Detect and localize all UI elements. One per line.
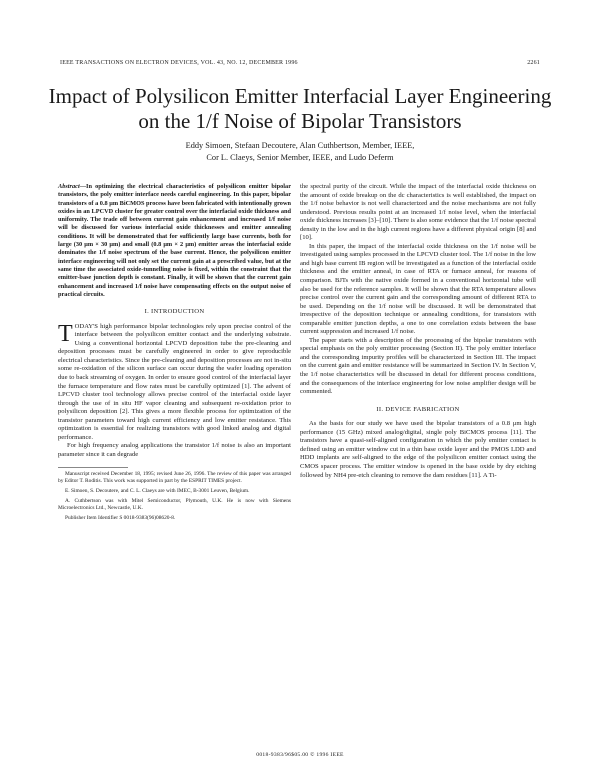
intro-paragraph-4: In this paper, the impact of the interfacial oxide thickness on the 1/f noise will be investigated using samples processed in the LPCVD cluster tool. The 1/f noise in the low and high base current IB region will be investigated as a function of the interfacial oxide thickness and the emitter anneal, in case of RTA or furnace anneal, for reasons of comparison. BJTs with the native oxide formed in a conventional horizontal tube will also be used for the reference samples. It will be shown that the RTA temperature allows precise control over the current gain and the corresponding amount of different RTA to be used. Depending on the 1/f noise will be discussed. It will be demonstrated that irrespective of the deposition technique or annealing conditions, for transistors with comparable emitter junction depths, a one to one correlation exists between the base current suppression and increased 1/f noise. — [300, 242, 536, 336]
section-heading-introduction: I. INTRODUCTION — [144, 308, 205, 316]
footnote-manuscript: Manuscript received December 18, 1995; revised June 26, 1996. The review of this paper was arranged by Editor T. Roditis. This work was supported in part by the ESPRIT TIMES project. — [58, 471, 291, 485]
footnote-publisher-id: Publisher Item Identifier S 0018-9383(96)08620-8. — [65, 515, 176, 522]
intro-paragraph-3: the spectral purity of the circuit. While the impact of the interfacial oxide thickness on the amount of oxide breakup on the dc characteristics is well established, the impact on the 1/f noise behavior is not well characterized and the noise mechanisms are not fully understood. Previous results point at an increased 1/f noise level, when the interfacial oxide thickness increases [3]–[10]. There is also some evidence that the 1/f noise spectral density in the low and in the high current regions have a different physical origin [8] and [10]. — [300, 183, 536, 242]
drop-cap: T — [58, 320, 73, 347]
intro-paragraph-5: The paper starts with a description of the processing of the bipolar transistors with special emphasis on the poly emitter processing (Section II). The poly emitter interface and the corresponding impurity profiles will be characterized in Section III. The impact on the current gain and emitter resistance will be summarized in Section IV. In Section V, the 1/f noise characteristics will be discussed in detail for different process conditions, and the consequences of the interface engineering for low noise amplifier design will be commented. — [300, 336, 536, 396]
authors-line-2: Cor L. Claeys, Senior Member, IEEE, and Ludo Deferm — [206, 153, 394, 162]
footnote-affiliation-imec: E. Simoen, S. Decoutere, and C. L. Claeys are with IMEC, B-3001 Leuven, Belgium. — [65, 488, 250, 495]
fabrication-paragraph-1: As the basis for our study we have used the bipolar transistors of a 0.8 μm high performance (15 GHz) mixed analog/digital, single poly BiCMOS process [11]. The transistors have a quasi-self-aligned configuration in which the poly emitter contact is defined using an emitter window cut in a thin base oxide layer and the PMOS LDD and HDD implants are self-aligned to the edge of the polysilicon emitter contact using the CMOS spacer process. The emitter window is opened in the base oxide by dry etching followed by NH4 pre-etch cleaning to remove the dam residues [11]. A Ti- — [300, 420, 536, 479]
running-header — [60, 60, 540, 66]
intro-paragraph-2: For high frequency analog applications the transistor 1/f noise is also an important parameter since it can degrade — [58, 442, 291, 458]
footnote-rule — [58, 467, 128, 468]
abstract-label: Abstract— — [58, 183, 86, 190]
journal-header: IEEE TRANSACTIONS ON ELECTRON DEVICES, VOL. 43, NO. 12, DECEMBER 1996 — [60, 60, 298, 66]
section-heading-device-fabrication: II. DEVICE FABRICATION — [376, 405, 460, 413]
right-column — [300, 183, 536, 480]
abstract — [58, 183, 291, 299]
left-column — [58, 183, 291, 522]
page-number: 2261 — [527, 60, 540, 66]
intro-paragraph-1 — [58, 320, 291, 443]
intro-paragraph-1-text: ODAY'S high performance bipolar technologies rely upon precise control of the interface between the polysilicon emitter contact and the underlying substrate. Using a conventional horizontal LPCVD deposition tube the pre-cleaning and deposition processes must be carefully engineered in order to give reproducible electrical characteristics. Since the pre-cleaning and deposition processes are not in-situ some re-oxidation of the silicon surface can occur during the wafer loading operation due to back streaming of oxygen. In order to ensure good control of the interfacial layer the furnace temperature and flow rates must be carefully optimized [1]. The advent of LPCVD cluster tool technology allows precise control of the interfacial oxide layer through the use of in situ HF vapor cleaning and subsequent re-oxidation prior to polysilicon deposition [2]. This gives a more flexible process for optimization of the transistor parameters toward high current efficiency and low emitter resistance. This optimization is essential for realizing transistors with good linked analog and digital performance. — [58, 322, 291, 441]
footnote-affiliation-mitel: A. Cuthbertson was with Mitel Semiconductor, Plymouth, U.K. He is now with Siemens Microelectronics Ltd., Newcastle, U.K. — [58, 498, 291, 512]
copyright-footer: 0018-9383/96$05.00 © 1996 IEEE — [256, 752, 344, 758]
authors-line-1: Eddy Simoen, Stefaan Decoutere, Alan Cuthbertson, Member, IEEE, — [185, 141, 415, 150]
author-block — [40, 140, 560, 164]
abstract-text: In optimizing the electrical characteristics of polysilicon emitter bipolar transistors, the poly emitter interface needs careful engineering. In this paper, bipolar transistors of a 0.8 μm BiCMOS process have been fabricated with intentionally grown oxides in an LPCVD cluster for greater control over the interfacial oxide thickness and uniformity. The trade off between current gain enhancement and increased 1/f noise will be discussed for various interfacial oxide thicknesses and emitter annealing conditions. It will be demonstrated that for sufficiently large base currents, both for large (30 μm × 30 μm) and small (0.8 μm × 2 μm) emitter areas the interfacial oxide dominates the 1/f noise spectrum of the base current. Hence, the polysilicon emitter interface engineering will not only set the current gain at a prescribed value, but at the same time the associated oxide-tunnelling noise is fixed, within the constraint that the emitter-base junction depth is constant. Finally, it will be shown that the current gain enhancement and increased 1/f noise have compensating effects on the output noise of practical circuits. — [58, 183, 291, 298]
paper-title: Impact of Polysilicon Emitter Interfacial Layer Engineering on the 1/f Noise of Bipolar Transistors — [48, 84, 552, 133]
